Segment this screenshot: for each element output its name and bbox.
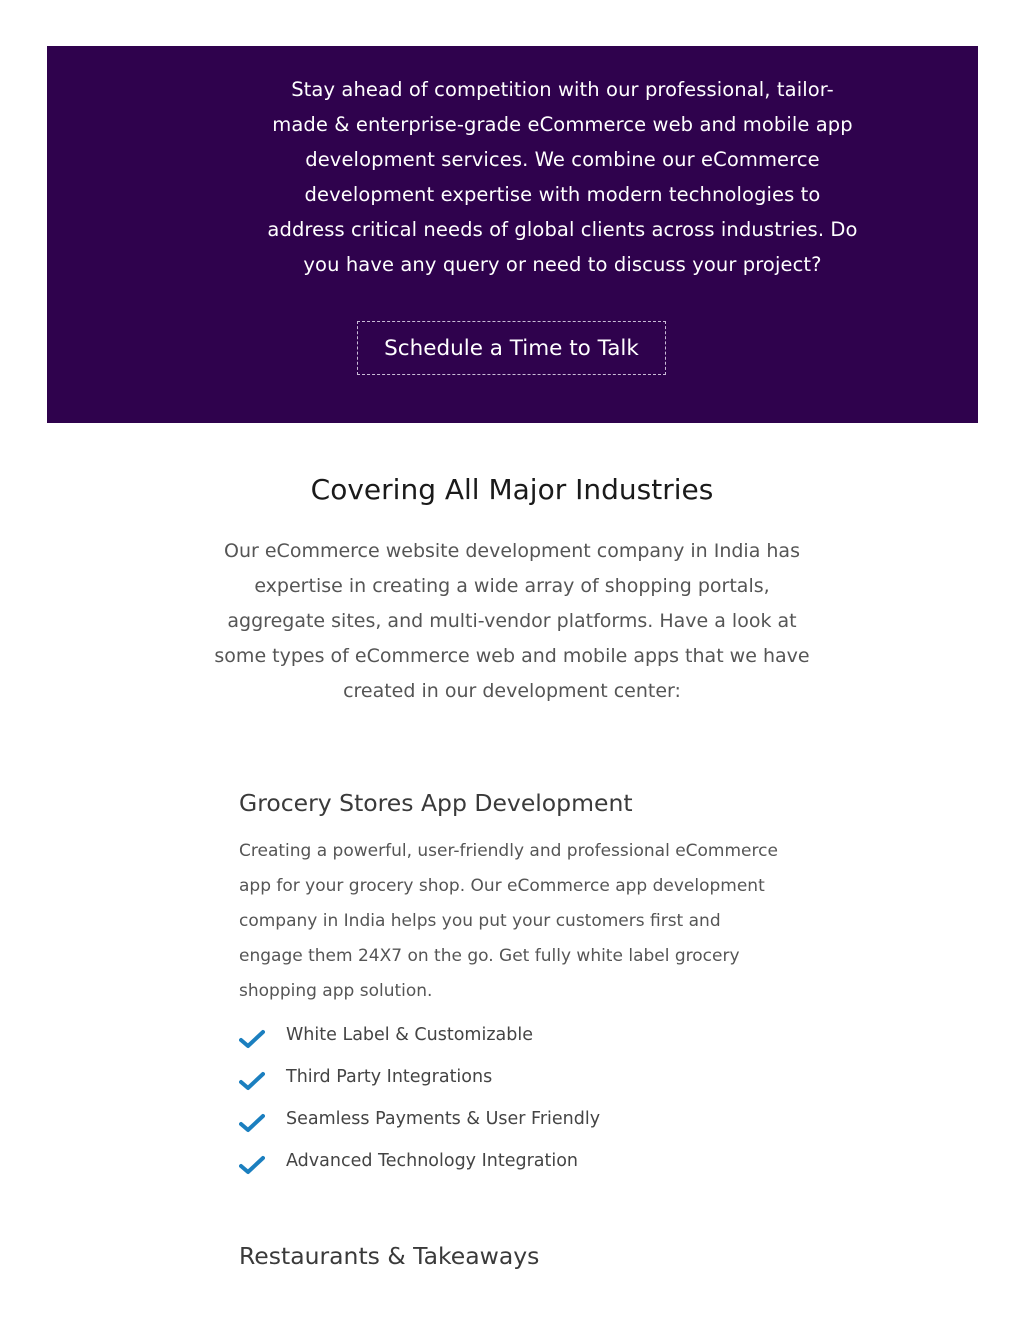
feature-item	[239, 1018, 600, 1060]
feature-item	[239, 1144, 600, 1186]
check-icon	[239, 1028, 265, 1050]
industry-description-grocery: Creating a powerful, user-friendly and professional eCommerce app for your grocery shop. Our eCommerce app development company in India helps you put your customers first and engage them 24X7 on the go. Get fully white label grocery shopping app solution.	[239, 841, 778, 1001]
schedule-talk-button[interactable]: Schedule a Time to Talk	[357, 321, 666, 375]
feature-label: Third Party Integrations	[286, 1067, 493, 1087]
feature-item	[239, 1060, 600, 1102]
industry-title-restaurants: Restaurants & Takeaways	[239, 1242, 540, 1270]
industry-title-grocery: Grocery Stores App Development	[239, 789, 633, 817]
check-icon	[239, 1070, 265, 1092]
check-icon	[239, 1154, 265, 1176]
industries-section-title: Covering All Major Industries	[310, 473, 714, 506]
hero-banner	[47, 46, 978, 423]
feature-label: Seamless Payments & User Friendly	[286, 1109, 601, 1129]
feature-item	[239, 1102, 600, 1144]
check-icon	[239, 1112, 265, 1134]
industries-intro: Our eCommerce website development company in India has expertise in creating a wide array of shopping portals, aggregate sites, and multi-vendor platforms. Have a look at some types of eCommerce web and mobile apps that we have created in our development center:	[214, 540, 810, 702]
feature-list	[239, 1018, 600, 1186]
feature-label: Advanced Technology Integration	[286, 1151, 579, 1171]
feature-label: White Label & Customizable	[286, 1025, 533, 1045]
hero-text: Stay ahead of competition with our professional, tailor-made & enterprise-grade eCommerce web and mobile app development services. We combine our eCommerce development expertise with modern technologies to address critical needs of global clients across industries. Do you have any query or need to discuss your project?	[267, 77, 858, 276]
